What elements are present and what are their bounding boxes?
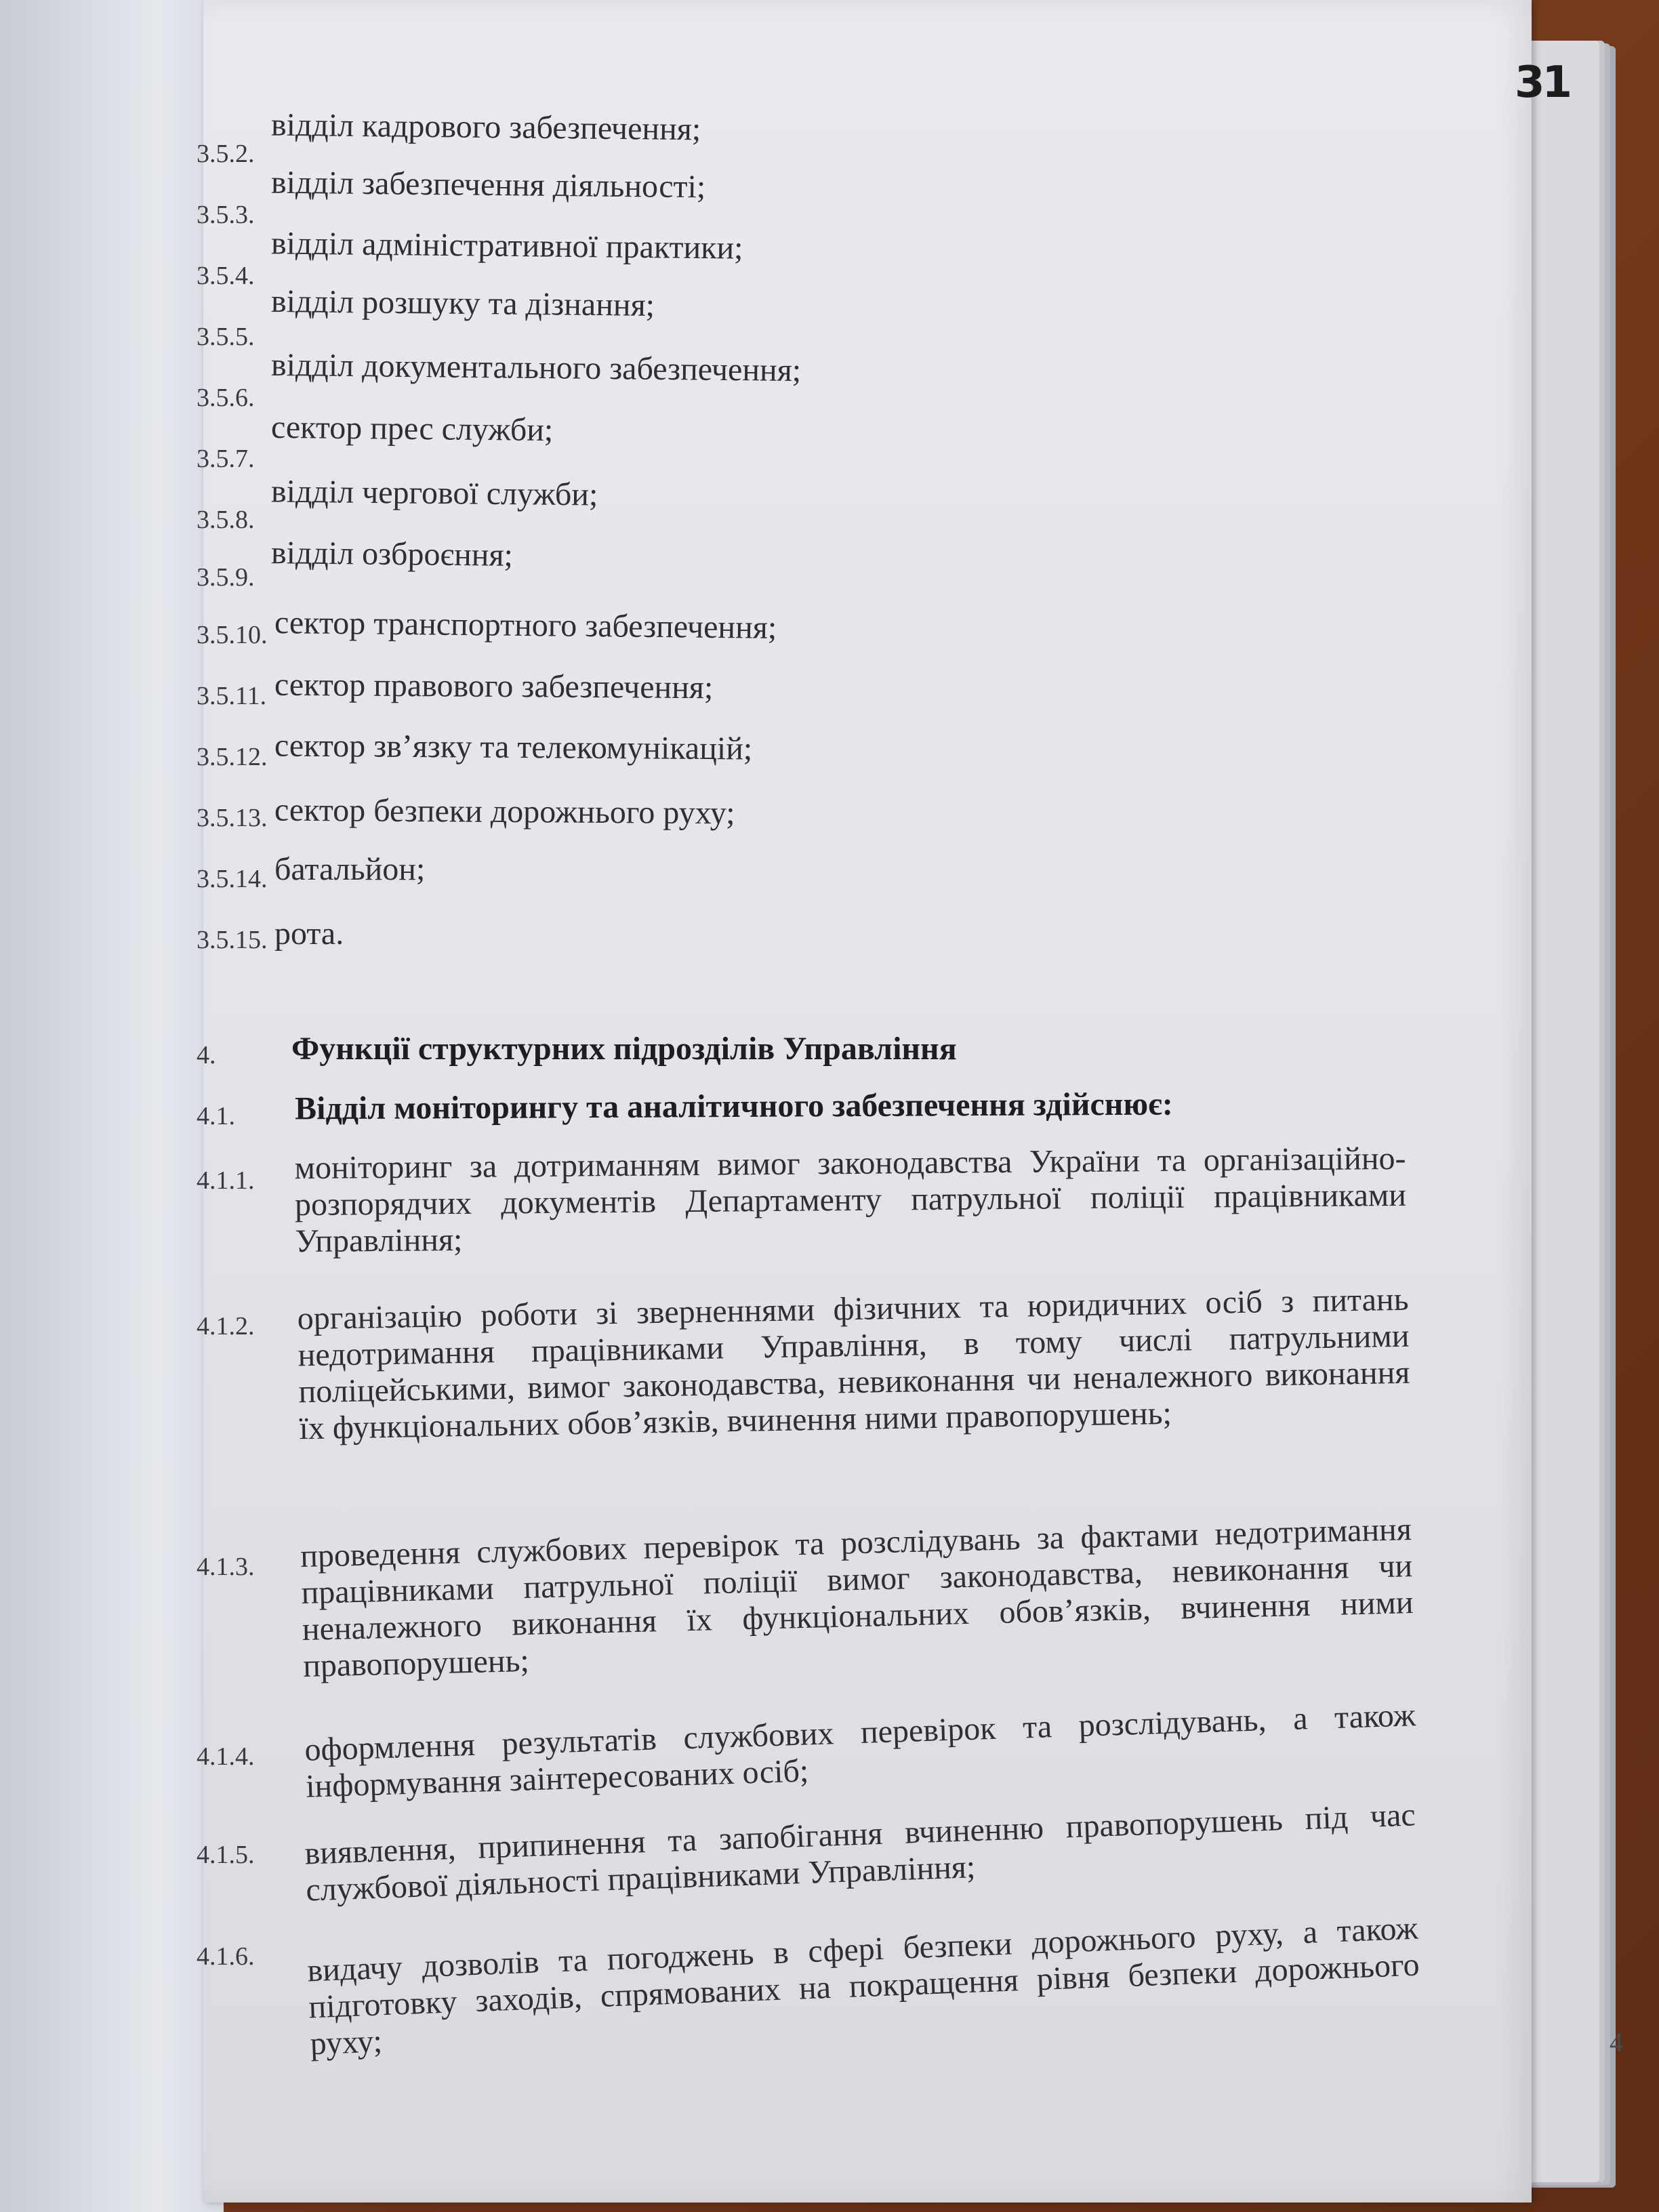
list-item: сектор безпеки дорожнього руху; [274,792,735,832]
item-number: 4.1.2. [197,1312,255,1340]
item-number: 3.5.12. [197,743,268,771]
page-number: 4 [1610,2027,1623,2057]
section-heading: Функції структурних підрозділів Управління [291,1031,957,1067]
document-page [197,0,1623,2203]
item-number: 4.1.3. [197,1553,255,1581]
function-item: оформлення результатів службових перевірок та розслідувань, а також інформування заінтересованих осіб; [304,1697,1416,1805]
item-number: 3.5.5. [197,323,255,351]
item-number: 3.5.9. [197,563,255,592]
item-number: 3.5.10. [197,621,268,649]
section-number: 4. [197,1041,216,1069]
list-item: відділ чергової служби; [270,473,598,513]
left-facing-page [0,0,224,2212]
list-item: відділ розшуку та дізнання; [270,283,655,323]
item-number: 3.5.13. [197,804,268,832]
item-number: 4.1.4. [197,1742,255,1771]
list-item: батальйон; [274,851,426,887]
function-item: організацію роботи зі зверненнями фізичних та юридичних осіб з питань недотримання працівниками Управління, в тому числі патрульними поліцейськими, вимог законодавства, невиконання чи неналежного виконання їх функціональних обов’язків, вчинення ними правопорушень; [297,1281,1410,1447]
function-item: моніторинг за дотриманням вимог законодавства України та організаційно-розпорядчих документів Департаменту патрульної поліції працівниками Управління; [294,1140,1407,1260]
subsection-heading: Відділ моніторингу та аналітичного забезпечення здійснює: [294,1086,1173,1127]
list-item: сектор зв’язку та телекомунікацій; [274,727,753,767]
list-item: відділ озброєння; [270,535,514,573]
item-number: 3.5.15. [197,926,268,954]
function-item: проведення службових перевірок та розслідувань за фактами недотримання працівниками патрульної поліції вимог законодавства, невиконання чи неналежного виконання їх функціональних обов’язків, вчинення ними правопорушень; [300,1511,1414,1685]
item-number: 4.1.5. [197,1841,255,1869]
list-item: відділ адміністративної практики; [270,225,743,266]
list-item: відділ забезпечення діяльності; [270,164,706,205]
item-number: 3.5.3. [197,201,255,229]
list-item: сектор правового забезпечення; [274,666,714,706]
subsection-number: 4.1. [197,1102,235,1130]
item-number: 3.5.11. [197,682,267,710]
handwritten-page-number: 31 [1515,58,1570,108]
function-item: виявлення, припинення та запобігання вчиненню правопорушень під час службової діяльності працівниками Управління; [304,1797,1416,1908]
list-item: відділ документального забезпечення; [270,346,802,389]
item-number: 3.5.7. [197,445,255,473]
list-item: відділ кадрового забезпечення; [270,106,701,148]
item-number: 3.5.4. [197,262,255,290]
item-number: 3.5.8. [197,506,255,534]
list-item: сектор транспортного забезпечення; [274,605,777,646]
list-item: сектор прес служби; [270,409,554,449]
item-number: 3.5.14. [197,865,268,893]
item-number: 4.1.1. [197,1166,255,1195]
function-item: видачу дозволів та погоджень в сфері безпеки дорожнього руху, а також підготовку заходів, спрямованих на покращення рівня безпеки дорожнього руху; [306,1910,1420,2062]
item-number: 4.1.6. [197,1942,255,1971]
list-item: рота. [274,916,344,951]
item-number: 3.5.2. [197,140,255,168]
item-number: 3.5.6. [197,384,255,412]
